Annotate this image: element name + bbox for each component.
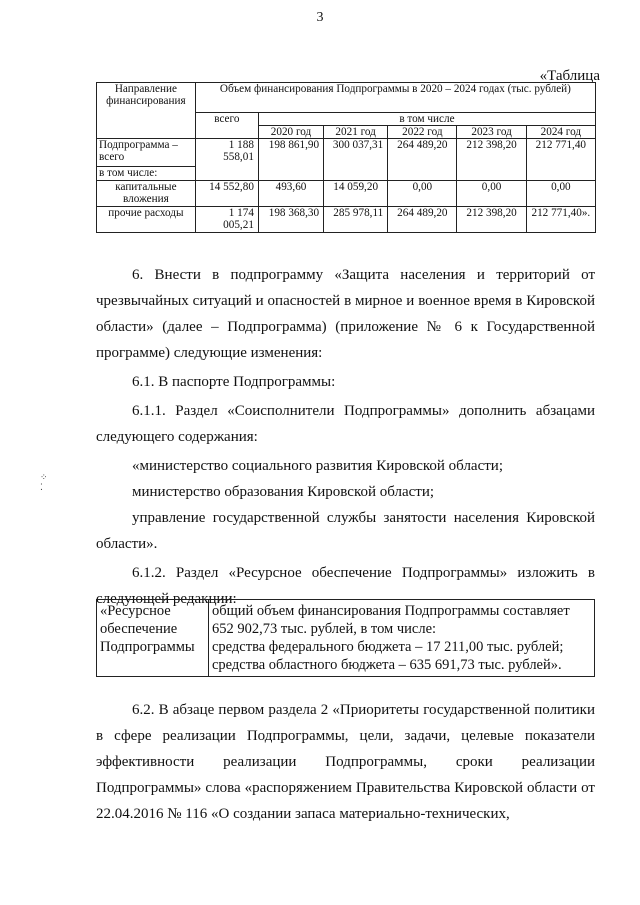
row-label: в том числе: — [97, 167, 196, 181]
cell-value: 264 489,20 — [388, 207, 457, 233]
quote-line-1: «министерство социального развития Кировской области; — [132, 458, 503, 474]
table-row — [97, 207, 596, 233]
cell-value: 285 978,11 — [324, 207, 388, 233]
year-header: 2024 год — [526, 126, 595, 139]
paragraph-6-1: 6.1. В паспорте Подпрограммы: — [132, 374, 336, 390]
row-label: капитальные вложения — [97, 181, 196, 207]
table-row — [97, 167, 596, 181]
cell-value: 493,60 — [258, 181, 323, 207]
margin-mark: ⁘ ⁚ — [40, 472, 48, 492]
table-caption: «Таблица — [539, 68, 600, 84]
paragraph-6-2: 6.2. В абзаце первом раздела 2 «Приоритеты государственной политики в сфере реализации Подпрограммы, цели, задачи, целевые показатели эффективности реализации Подпрограммы, сроки реализации Подпрограммы» слова «распоряжением Правительства Кировской области от 22.04.2016 № 116 «О создании запаса материально-технических, — [96, 702, 595, 822]
paragraph-6: 6. Внести в подпрограмму «Защита населения и территорий от чрезвычайных ситуаций и опасностей в мирное и военное время в Кировской области» (далее – Подпрограмма) (приложение № 6 к Государственной программе) следующие изменения: — [96, 267, 595, 361]
cell-total: 14 552,80 — [195, 181, 258, 207]
cell-value: 0,00 — [457, 181, 526, 207]
page-number: 3 — [316, 10, 324, 25]
including-header: в том числе — [258, 113, 595, 126]
row-label: прочие расходы — [97, 207, 196, 233]
cell-value: 14 059,20 — [324, 181, 388, 207]
resource-line: средства областного бюджета – 635 691,73 тыс. рублей». — [212, 657, 562, 673]
resource-table — [96, 599, 595, 677]
section-6-2-block — [96, 697, 595, 827]
cell-value: 264 489,20 — [388, 139, 457, 167]
row-label: Подпрограмма – всего — [97, 139, 196, 167]
financing-table — [96, 82, 596, 233]
section-6-block — [96, 262, 595, 612]
cell-total: 1 188 558,01 — [195, 139, 258, 167]
cell-value: 212 398,20 — [457, 139, 526, 167]
resource-line: средства федерального бюджета – 17 211,00 тыс. рублей; — [212, 639, 564, 655]
quote-line-2: министерство образования Кировской области; — [132, 484, 435, 500]
cell-value: 0,00 — [526, 181, 595, 207]
span-header: Объем финансирования Подпрограммы в 2020 – 2024 годах (тыс. рублей) — [195, 83, 595, 113]
table-row — [97, 139, 596, 167]
table-row — [97, 181, 596, 207]
cell-value: 300 037,31 — [324, 139, 388, 167]
cell-value: 198 861,90 — [258, 139, 323, 167]
cell-value: 212 398,20 — [457, 207, 526, 233]
quote-line-3: управление государственной службы занятости населения Кировской области». — [96, 510, 595, 552]
cell-value: 212 771,40». — [526, 207, 595, 233]
total-header: всего — [195, 113, 258, 139]
cell-value: 198 368,30 — [258, 207, 323, 233]
resource-label: «Ресурсное обеспечение Подпрограммы — [97, 600, 209, 677]
col-header-direction: Направление финансирования — [97, 83, 196, 139]
year-header: 2020 год — [258, 126, 323, 139]
cell-value: 0,00 — [388, 181, 457, 207]
year-header: 2023 год — [457, 126, 526, 139]
resource-line: общий объем финансирования Подпрограммы составляет 652 902,73 тыс. рублей, в том числе: — [212, 603, 570, 637]
year-header: 2022 год — [388, 126, 457, 139]
resource-content — [209, 600, 595, 677]
year-header: 2021 год — [324, 126, 388, 139]
cell-value: 212 771,40 — [526, 139, 595, 167]
paragraph-6-1-2: 6.1.2. Раздел «Ресурсное обеспечение Подпрограммы» изложить в следующей редакции: — [96, 565, 595, 607]
paragraph-6-1-1: 6.1.1. Раздел «Соисполнители Подпрограммы» дополнить абзацами следующего содержания: — [96, 403, 595, 445]
cell-total: 1 174 005,21 — [195, 207, 258, 233]
